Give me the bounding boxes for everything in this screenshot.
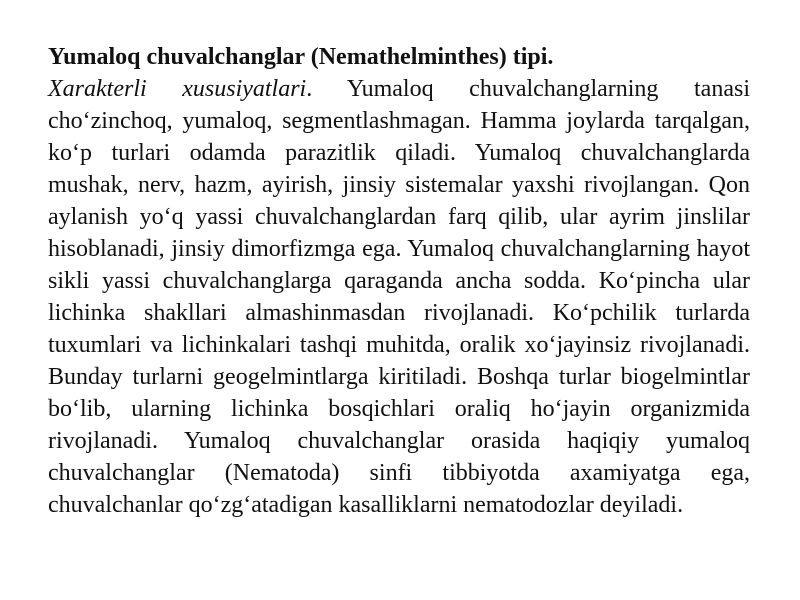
lead-label: Xarakterli xususiyatlari [48,76,307,102]
document-title: Yumaloq chuvalchanglar (Nemathelminthes) tipi. [48,44,554,70]
paragraph-body: Yumaloq chuvalchanglarning tanasi cho‘zinchoq, yumaloq, segmentlashmagan. Hamma joylarda tarqalgan, ko‘p turlari odamda parazitlik qiladi. Yumaloq chuvalchanglarda mushak, nerv, hazm, ayirish, jinsiy sistemalar yaxshi rivojlangan. Qon aylanish yo‘q yassi chuvalchanglardan farq qilib, ular ayrim jinslilar hisoblanadi, jinsiy dimorfizmga ega. Yumaloq chuvalchanglarning hayot sikli yassi chuvalchanglarga qaraganda ancha sodda. Ko‘pincha ular lichinka shakllari almashinmasdan rivojlanadi. Ko‘pchilik turlarda tuxumlari va lichinkalari tashqi muhitda, oralik xo‘jayinsiz rivojlanadi. Bunday turlarni geogelmintlarga kiritiladi. Boshqa turlar biogelmintlar bo‘lib, ularning lichinka bosqichlari oraliq ho‘jayin organizmida rivojlanadi. Yumaloq chuvalchanglar orasida haqiqiy yumaloq chuvalchanglar (Nematoda) sinfi tibbiyotda axamiyatga ega, chuvalchanlar qo‘zg‘atadigan kasalliklarni nematodozlar deyiladi. [48,76,750,518]
document-content [48,41,750,521]
document-paragraph [48,73,750,521]
lead-punct: . [306,76,313,102]
